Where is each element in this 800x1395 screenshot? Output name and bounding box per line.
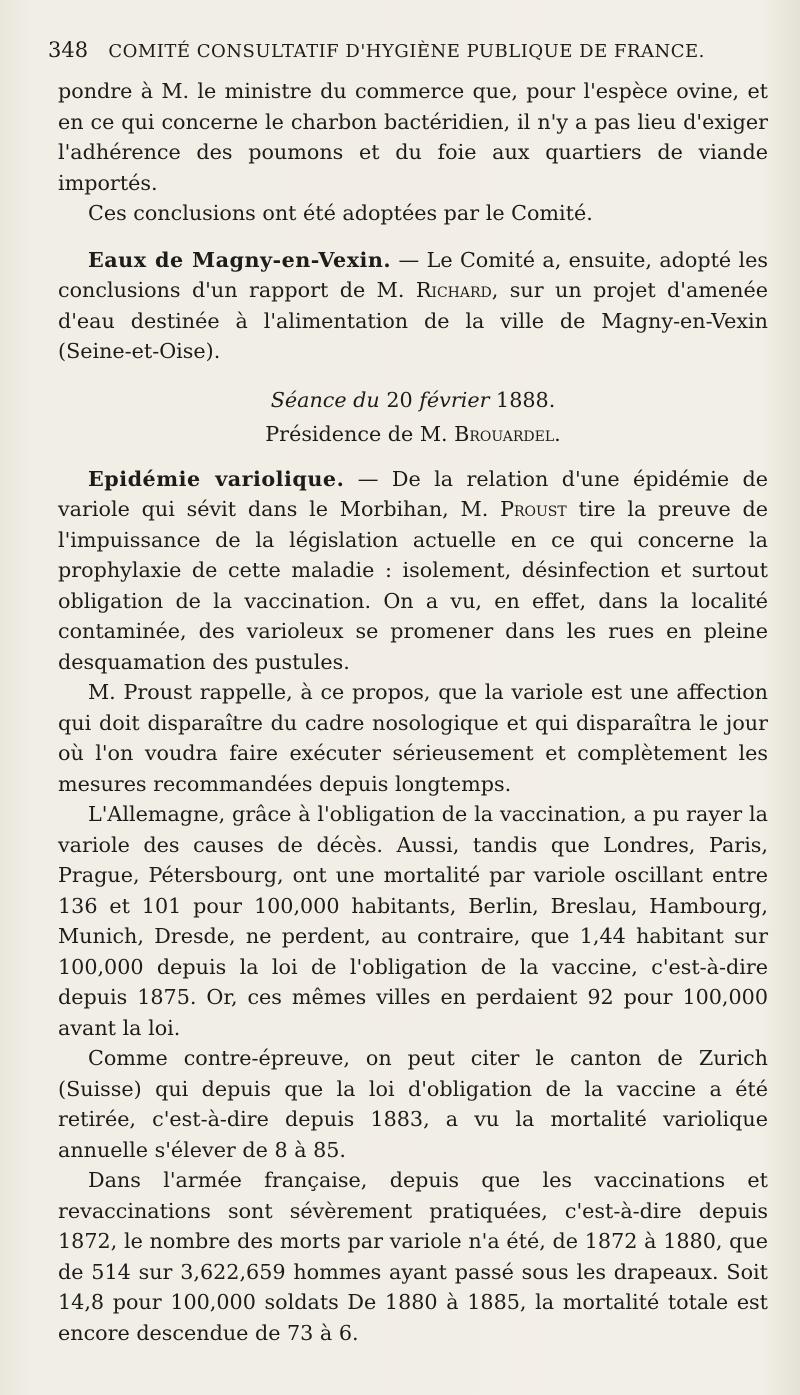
- section-heading-epidemie: Epidémie variolique.: [88, 466, 345, 491]
- epidemie-name: Proust: [500, 497, 567, 521]
- body-text: [58, 76, 768, 1348]
- running-head: [48, 38, 760, 66]
- paragraph-allemagne: L'Allemagne, grâce à l'obligation de la vaccination, a pu rayer la variole des causes de décès. Aussi, tandis que Londres, Paris, Prague, Pétersbourg, ont une mortalité par variole oscillant entre 136 et 101 pour 100,000 habitants, Berlin, Breslau, Hambourg, Munich, Dresde, ne perdent, au contraire, que 1,44 habitant sur 100,000 depuis la loi de l'obligation de la vaccine, c'est-à-dire depuis 1875. Or, ces mêmes villes en perdaient 92 pour 100,000 avant la loi.: [58, 802, 768, 1040]
- magny-text-2: , sur un projet d'amenée d'eau destinée à l'alimentation de la ville de Magny-en-Vexin (Seine-et-Oise).: [58, 278, 768, 363]
- sitting-date: [58, 385, 768, 416]
- epidemie-text-2: tire la preuve de l'impuissance de la législation actuelle en ce qui concerne la prophylaxie de cette maladie : isolement, désinfection et surtout obligation de la vaccination. On a vu, en effet, dans la localité contaminée, des varioleux se promener dans les rues en pleine desquamation des pustules.: [58, 497, 768, 674]
- presidence-prefix: Présidence de M.: [265, 422, 455, 446]
- paragraph-armee: Dans l'armée française, depuis que les vaccinations et revaccinations sont sévèrement pratiquées, c'est-à-dire depuis 1872, le nombre des morts par variole n'a été, de 1872 à 1880, que de 514 sur 3,622,659 hommes ayant passé sous les drapeaux. Soit 14,8 pour 100,000 soldats De 1880 à 1885, la mortalité totale est encore descendue de 73 à 6.: [58, 1168, 768, 1345]
- magny-name: Richard: [415, 278, 492, 302]
- sitting-month: février: [412, 387, 497, 412]
- paragraph-proust: M. Proust rappelle, à ce propos, que la variole est une affection qui doit disparaître du cadre nosologique et qui disparaîtra le jour où l'on voudra faire exécuter sérieusement et complètement les mesures recommandées depuis longtemps.: [58, 680, 768, 796]
- section-heading-magny: Eaux de Magny-en-Vexin.: [88, 247, 392, 272]
- presidence-name: Brouardel.: [454, 422, 561, 446]
- magny-text-1: — Le Comité a, ensuite, adopté les conclusions d'un rapport de M.: [58, 247, 768, 302]
- running-title: COMITÉ CONSULTATIF D'HYGIÈNE PUBLIQUE DE FRANCE.: [108, 41, 705, 62]
- paragraph-zurich: Comme contre-épreuve, on peut citer le canton de Zurich (Suisse) qui depuis que la loi d'obligation de la vaccine a été retirée, c'est-à-dire depuis 1883, a vu la mortalité variolique annuelle s'élever de 8 à 85.: [58, 1046, 768, 1162]
- epidemie-text-1: — De la relation d'une épidémie de variole qui sévit dans le Morbihan, M.: [58, 466, 768, 521]
- section-magny-en-vexin: [58, 245, 768, 367]
- sitting-year: 1888.: [496, 387, 556, 412]
- presidence-line: [58, 419, 768, 450]
- paragraph-continuation: pondre à M. le ministre du commerce que, pour l'espèce ovine, et en ce qui concerne le charbon bactéridien, il n'y a pas lieu d'exiger l'adhérence des poumons et du foie aux quartiers de viande importés.: [58, 79, 768, 195]
- sitting-day: 20: [386, 387, 413, 412]
- section-epidemie-variolique: [58, 464, 768, 678]
- page-number: 348: [48, 38, 89, 62]
- paragraph-conclusions: Ces conclusions ont été adoptées par le Comité.: [88, 201, 593, 225]
- sitting-prefix: Séance du: [270, 387, 387, 412]
